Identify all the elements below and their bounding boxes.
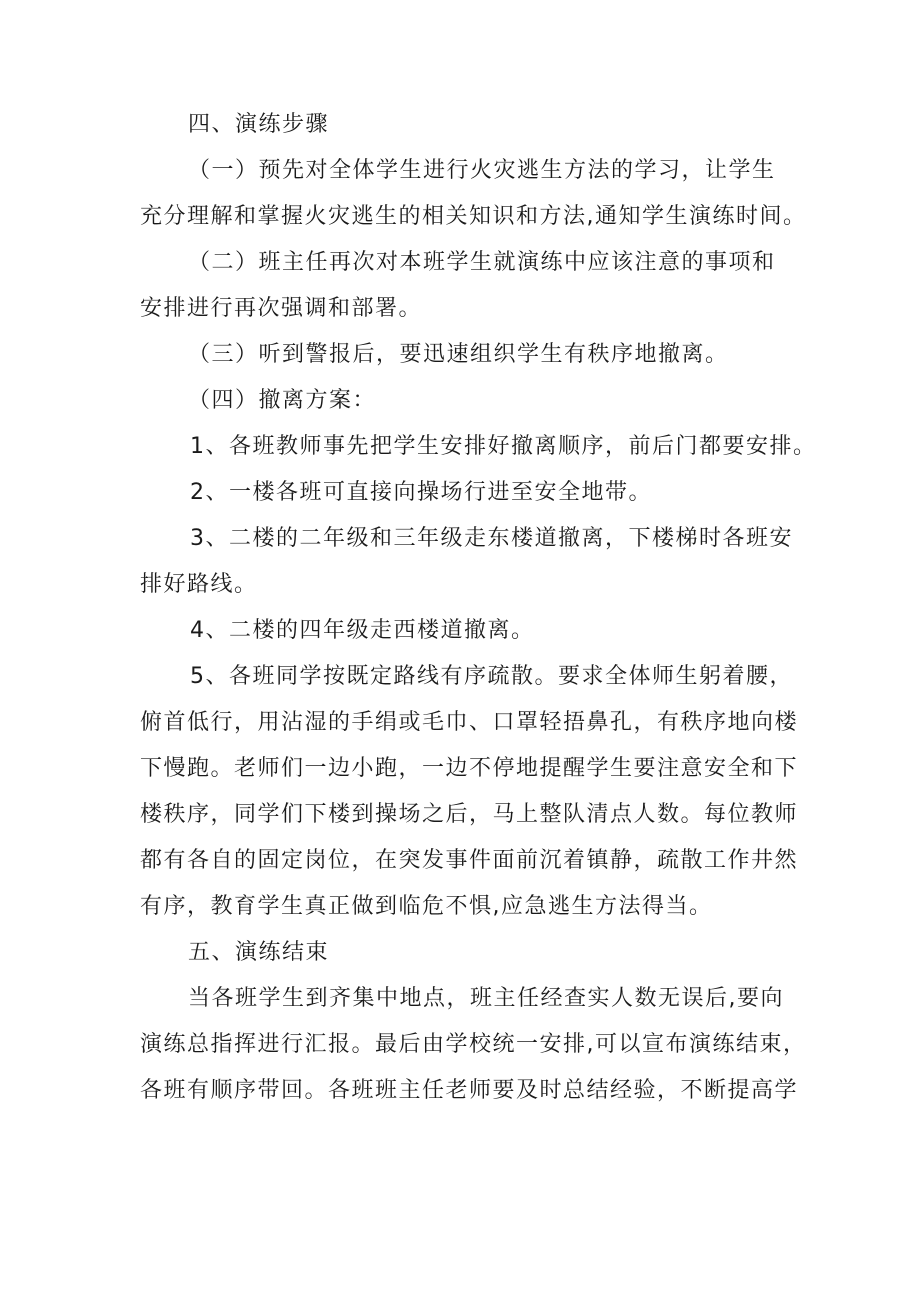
list-item: 4、二楼的四年级走西楼道撤离。 bbox=[190, 618, 535, 643]
document-body bbox=[140, 102, 817, 1114]
paragraph-line: （一）预先对全体学生进行火灾逃生方法的学习，让学生 bbox=[188, 158, 776, 183]
paragraph-line: （三）听到警报后，要迅速组织学生有秩序地撤离。 bbox=[188, 342, 729, 367]
paragraph-line: 各班有顺序带回。各班班主任老师要及时总结经验，不断提高学 bbox=[140, 1078, 799, 1103]
list-item: 2、一楼各班可直接向操场行进至安全地带。 bbox=[190, 480, 652, 505]
paragraph-line: 演练总指挥进行汇报。最后由学校统一安排,可以宣布演练结束， bbox=[140, 1032, 807, 1057]
list-item-continuation: 下慢跑。老师们一边小跑，一边不停地提醒学生要注意安全和下 bbox=[140, 756, 799, 781]
subsection-heading-evacuation-plan: （四）撤离方案： bbox=[188, 388, 377, 413]
paragraph-line: 安排进行再次强调和部署。 bbox=[140, 296, 423, 321]
list-item-continuation: 排好路线。 bbox=[140, 572, 258, 597]
section-heading-steps: 四、演练步骤 bbox=[188, 112, 330, 137]
paragraph-line: 当各班学生到齐集中地点，班主任经查实人数无误后,要向 bbox=[188, 986, 784, 1011]
paragraph-line: （二）班主任再次对本班学生就演练中应该注意的事项和 bbox=[188, 250, 776, 275]
list-item-continuation: 都有各自的固定岗位，在突发事件面前沉着镇静，疏散工作井然 bbox=[140, 848, 799, 873]
list-item: 5、各班同学按既定路线有序疏散。要求全体师生躬着腰， bbox=[190, 664, 793, 689]
list-item: 3、二楼的二年级和三年级走东楼道撤离，下楼梯时各班安 bbox=[190, 526, 793, 551]
list-item-continuation: 楼秩序，同学们下楼到操场之后，马上整队清点人数。每位教师 bbox=[140, 802, 799, 827]
list-item-continuation: 有序，教育学生真正做到临危不惧,应急逃生方法得当。 bbox=[140, 894, 713, 919]
section-heading-end: 五、演练结束 bbox=[188, 940, 330, 965]
list-item-continuation: 俯首低行，用沾湿的手绢或毛巾、口罩轻捂鼻孔，有秩序地向楼 bbox=[140, 710, 799, 735]
paragraph-line: 充分理解和掌握火灾逃生的相关知识和方法,通知学生演练时间。 bbox=[140, 204, 807, 229]
list-item: 1、各班教师事先把学生安排好撤离顺序，前后门都要安排。 bbox=[190, 434, 817, 459]
